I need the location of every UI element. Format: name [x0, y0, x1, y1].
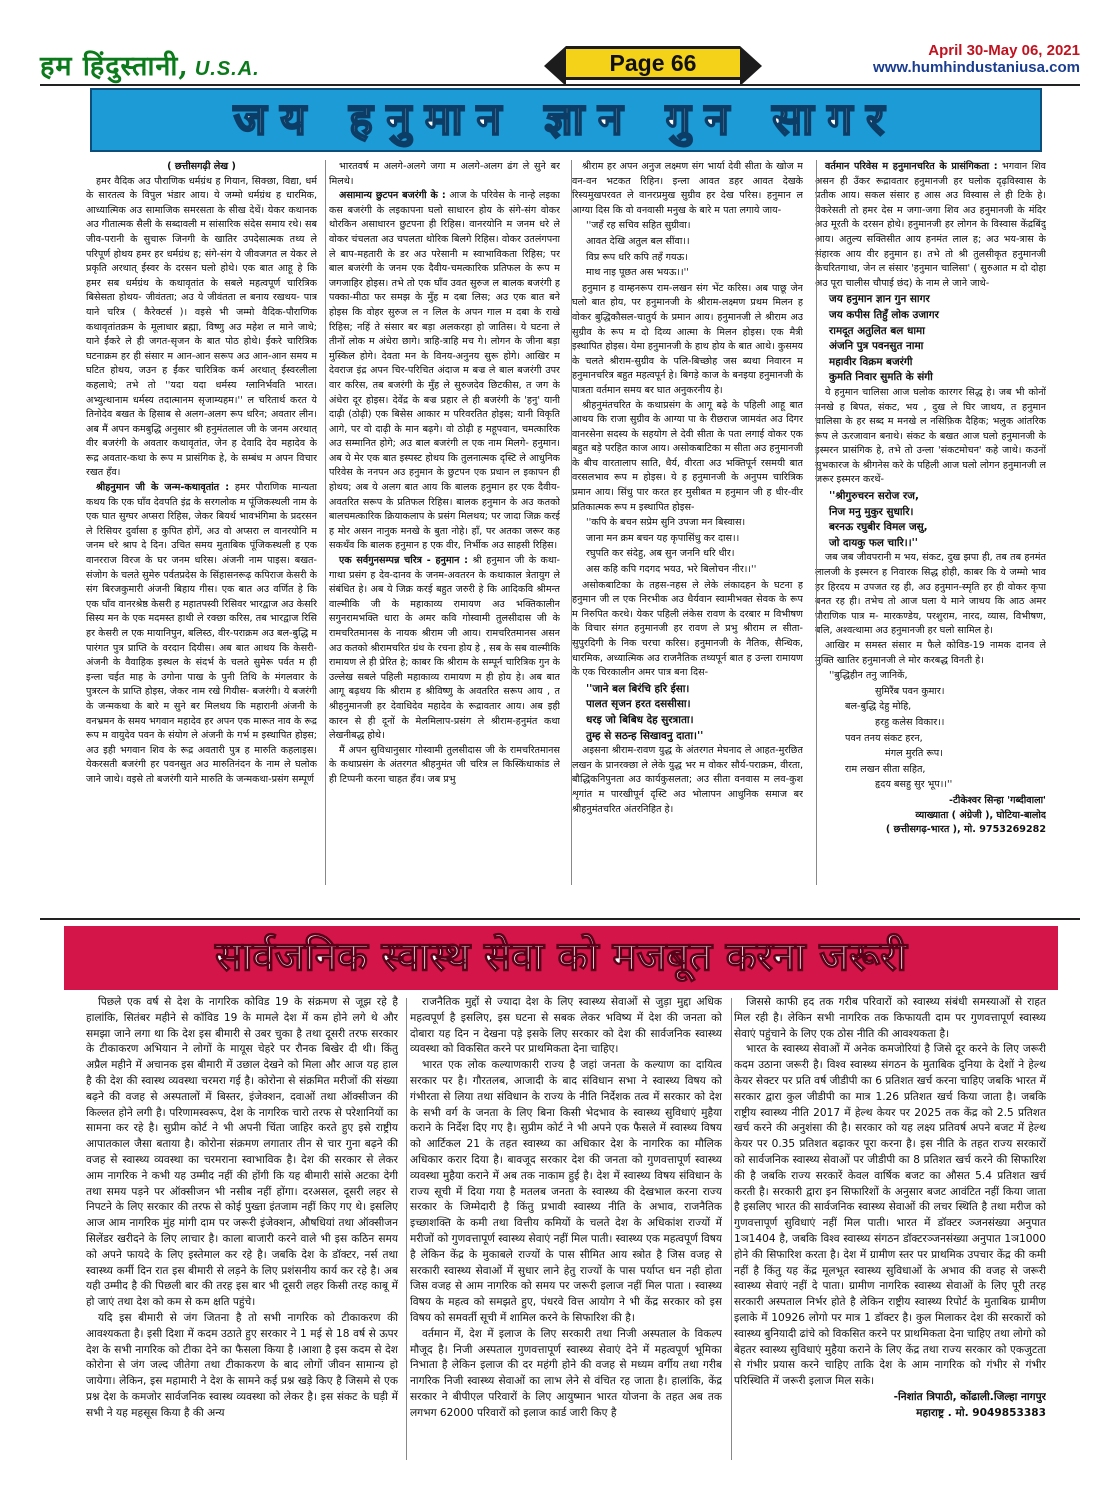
- section-rule: [40, 918, 1080, 920]
- verse-line: धरइ जो बिबिध देह सुरत्राता।: [586, 713, 694, 726]
- paragraph: भारत एक लोक कल्याणकारी राज्य है जहां जनता के कल्याण का दायित्व सरकार पर है। गौरतलब, आजादी के बाद संविधान सभा ने स्वास्थ्य विषय को गंभीरता से लिया तथा संविधान के राज्य के नीति निर्देशक तत्व में सरकार को देश के सभी वर्ग के जनता के लिए बिना किसी भेदभाव के स्वास्थ्य सुविधाएं मुहैया कराने के निर्देश दिए गए है। सुप्रीम कोर्ट ने भी अपने एक फैसले में स्वास्थ्य विषय को आर्टिकल 21 के तहत स्वास्थ्य का अधिकार देश के नागरिक का मौलिक अधिकार करार दिया है। बावजूद सरकार देश की जनता को गुणवत्तापूर्ण स्वास्थ्य व्यवस्था मुहैया कराने में अब तक नाकाम हुई है। देश में स्वास्थ्य विषय संविधान के राज्य सूची में दिया गया है मतलब जनता के स्वास्थ्य की देखभाल करना राज्य सरकार के जिम्मेदारी है किंतु प्रभावी स्वास्थ्य नीति के अभाव, राजनैतिक इच्छाशक्ति के कमी तथा वित्तीय कमियों के चलते देश के अधिकांश राज्यों में मरीजों को गुणवत्तापूर्ण स्वास्थ्य सेवाएं नहीं मिल पाती। स्वास्थ्य एक महत्वपूर्ण विषय है लेकिन केंद्र के मुकाबले राज्यों के पास सीमित आय स्त्रोत है जिस वजह से सरकारी स्वास्थ्य सेवाओं में सुधार लाने हेतु राज्यों के पास पर्याप्त धन नही होता जिस वजह से आम नागरिक को समय पर जरूरी इलाज नहीं मिल पाता । स्वास्थ्य विषय के महत्व को समझते हुए, पंधरवे वित्त आयोग ने भी केंद्र सरकार को इस विषय को समवर्ती सूची में शामिल करने के सिफारिश की है।: [410, 1059, 722, 1324]
- article-1-column-4: [815, 160, 1046, 885]
- author-designation: व्याख्याता ( अंग्रेजी ), घोटिया-बालोद: [915, 809, 1046, 821]
- author-name: -निशांत त्रिपाठी, कोंढाली.जिल्हा नागपुर: [893, 1390, 1046, 1403]
- headline-banner-1: [90, 88, 1042, 152]
- verse-line: महावीर विक्रम बजरंगी: [829, 355, 913, 368]
- paragraph: असोकबाटिका के तहस-नहस ले लेके लंकादहन के घटना ह हनुमान जी ल एक निरभीक अउ धैर्यवान स्वामीभक्त सेवक के रूप म निरुपित करथे। येकर पहिली लंकेस रावण के दरबार म विभीषण के विचार संगत हनुमानजी हर रावण ले प्रभु श्रीराम ल सीता-सुपुरदिगी के निक चरचा करिस। हनुमानजी के नैतिक, सैन्धिक, धारमिक, अध्यात्मिक अउ राजनैतिक तथ्यपूर्न बात ह उन्ला रामायण के एक चिरकालीन अमर पात्र बना दिस-: [572, 579, 803, 679]
- paragraph: [815, 160, 1046, 291]
- verse-line: ''श्रीगुरुचरन सरोज रज,: [829, 490, 919, 503]
- newspaper-name: हम हिंदुस्तानी,: [40, 51, 189, 82]
- column-divider: [406, 998, 407, 1460]
- masthead: [40, 42, 1080, 82]
- section-heading: एक सर्वगुनसम्पन्न चरित्र - हनुमान :: [339, 555, 469, 567]
- verse-line: जय हनुमान ज्ञान गुन सागर: [829, 293, 930, 306]
- article-2-column-2: [410, 995, 722, 1465]
- paragraph: आखिर म समस्त संसार म फैले कोविड-19 नामक दानव ले मुक्ति खातिर हनुमानजी ले मोर करबद्ध विनती हे।: [815, 640, 1046, 666]
- article-1-body: [86, 160, 1046, 885]
- article-1-column-2: [329, 160, 560, 885]
- verse-line: निज मनु मुकुर सुधारि।: [829, 505, 914, 518]
- paragraph: जिससे काफी हद तक गरीब परिवारों को स्वास्थ्य संबंधी समस्याओं से राहत मिल रही है। लेकिन सभी नागरिक तक किफायती दाम पर गुणवत्तापूर्ण स्वास्थ्य सेवाएं पहुंचाने के लिए एक ठोस नीति की आवश्यकता है।: [734, 996, 1046, 1040]
- article-1-column-1: [86, 160, 317, 885]
- issue-date: April 30-May 06, 2021: [928, 42, 1080, 59]
- column-divider: [731, 998, 732, 1460]
- issue-info: [873, 42, 1080, 76]
- paragraph: भारतवर्ष म अलगे-अलगे जगा म अलगे-अलग ढंग ले सुने बर मिलथे।: [329, 161, 560, 187]
- paragraph: मैं अपन सुविधानुसार गोस्वामी तुलसीदास जी के रामचरितमानस के कथाप्रसंग के अंतरगत श्रीहनुमंत जी चरित्र ल किस्किंधाकांड ले ही टिप्पनी करना चाहत हँव। जब प्रभु: [329, 744, 560, 785]
- author-contact: ( छत्तीसगढ़-भारत ), मो. 9753269282: [885, 824, 1046, 836]
- paragraph: श्रीहनुमंतचरित के कथाप्रसंग के आगू बढ़े के पहिली आहू बात आथय कि राजा सुग्रीव के आग्या पा के रीछराज जामवंत अउ दिगर वानरसेना सदस्य के सहयोग ले देवी सीता के पता लगाई वोकर एक बहुत बड़े परहित काज आय। असोकबाटिका म सीता अउ हनुमानजी के बीच वारतालाप साति, धैर्य, वीरता अउ भक्तिपूर्न रसमयी बात वरसलभाव रूप म होइस। ये ह हनुमानजी के अनुपम चारित्रिक प्रमान आय। सिंधु पार करत हर मुसीबत म हनुमान जी ह धीर-वीर प्रतिकात्मक रूप म इस्थापित होइस-: [572, 399, 803, 513]
- section-heading: वर्तमान परिवेस म हनुमानचरित के प्रासंगिकता :: [825, 161, 998, 172]
- newspaper-title: [40, 46, 260, 83]
- paragraph: श्रीराम हर अपन अनुज लक्ष्मण संग भार्या देवी सीता के खोज म वन-वन भटकत रिहिन। इन्ला आवत डहर आवत देखके रिस्यमुखपरवत ले वानरप्रमुख सुग्रीव हर देख परिस। हनुमान ल आग्या दिस कि वो वनवासी मनुख के बारे म पता लगाये जाय-: [572, 161, 803, 216]
- paragraph: जब जब जीवपरानी म भय, संकट, दुख झपा ही, तब तब हनमंत लालजी के इस्मरन ह निवारक सिद्ध होही, काबर कि ये जम्मो भाव हर हिरदय म उपजत रह ही, अउ हनुमान-स्मृति हर ही वोकर कृपा बनत रह ही। तभेच तो आज घला ये माने जाथय कि आठ अमर पौराणिक पात्र म- मारकण्डेय, परशुराम, नारद, व्यास, विभीषण, बलि, अश्वत्थामा अउ हनुमानजी हर घलो सामिल हे।: [815, 552, 1046, 637]
- paragraph: भारत के स्वास्थ्य सेवाओं में अनेक कमजोरियां है जिसे दूर करने के लिए जरूरी कदम उठाना जरूरी है। विश्व स्वास्थ्य संगठन के मुताबिक दुनिया के देशों ने हेल्थ केयर सेक्टर पर प्रति वर्ष जीडीपी का 6 प्रतिशत खर्च करना चाहिए जबकि भारत में सरकार द्वारा कुल जीडीपी का मात्र 1.26 प्रतिशत खर्च किया जाता है। जबकि राष्ट्रीय स्वास्थ्य नीति 2017 में हेल्थ केयर पर 2025 तक केंद्र को 2.5 प्रतिशत खर्च करने की अनुशंसा की है। सरकार को यह लक्ष्य प्रतिवर्ष अपने बजट में हेल्थ केयर पर 0.35 प्रतिशत बढ़ाकर पूरा करना है। इस नीति के तहत राज्य सरकारों को सार्वजनिक स्वास्थ्य सेवाओं पर जीडीपी का 8 प्रतिशत खर्च करने की सिफारिश की है जबकि राज्य सरकारें केवल वार्षिक बजट का औसत 5.4 प्रतिशत खर्च करती है। सरकारी द्वारा इन सिफारिशों के अनुसार बजट आवंटित नहीं किया जाता है इसलिए भारत की सार्वजनिक स्वास्थ्य सेवाओं की लचर स्थिति है तथा मरीज को गुणवत्तापूर्ण सुविधाएं नहीं मिल पाती। भारत में डॉक्टर ञ्जनसंख्या अनुपात 1ञ1404 है, जबकि विश्व स्वास्थ्य संगठन डॉक्टरञ्जनसंख्या अनुपात 1ञ1000 होने की सिफारिश करता है। देश में ग्रामीण स्तर पर प्राथमिक उपचार केंद्र की कमी नहीं है किंतु यह केंद्र मूलभूत स्वास्थ्य सुविधाओं के अभाव की वजह से जरूरी स्वास्थ्य सेवाएं नहीं दे पाता। ग्रामीण नागरिक स्वास्थ्य सेवाओं के लिए पूरी तरह सरकारी अस्पताल निर्भर होते है लेकिन राष्ट्रीय स्वास्थ्य रिपोर्ट के मुताबिक ग्रामीण इलाके में 10926 लोगो पर मात्र 1 डॉक्टर है। कुल मिलाकर देश की सरकारों को स्वास्थ्य बुनियादी ढांचे को विकसित करने पर प्राथमिकता देना चाहिए तथा लोगो को बेहतर स्वास्थ्य सुविधाएं मुहैया कराने के लिए केंद्र तथा राज्य सरकार को एकजुटता से गंभीर प्रयास करने चाहिए ताकि देश के आम नागरिक को गंभीर से गंभीर परिस्थिति में जरूरी इलाज मिल सके।: [734, 1043, 1046, 1388]
- headline-banner-2: [64, 926, 1058, 990]
- masthead-rule: [40, 84, 1080, 86]
- paragraph: राजनैतिक मुद्दों से ज्यादा देश के लिए स्वास्थ्य सेवाओं से जुड़ा मुद्दा अधिक महत्वपूर्ण है इसलिए, इस घटना से सबक लेकर भविष्य में देश की जनता को दोबारा यह दिन न देखना पड़े इसके लिए सरकार को देश की सार्वजनिक स्वास्थ्य व्यवस्था को विकसित करने पर प्राथमिकता देना चाहिए।: [410, 996, 722, 1056]
- verse-line: ''जहँ रह सचिव सहित सुग्रीवा।: [586, 220, 691, 232]
- verse-line: तुम्ह से सठन्ह सिखावनु दाता।'': [586, 729, 704, 742]
- paragraph: [86, 481, 317, 787]
- headline-1: जय हनुमान ज्ञान गुन सागर: [233, 94, 899, 145]
- verse-line: सुमिरैंब पवन कुमार।: [875, 685, 945, 697]
- verse-line: रामदूत अतुलित बल धामा: [829, 324, 925, 337]
- newspaper-region: U.S.A.: [194, 58, 260, 80]
- verse-line: ''जाने बल बिरंचि हरि ईसा।: [586, 682, 690, 695]
- paragraph: [329, 189, 560, 554]
- article-kicker: ( छत्तीसगढ़ी लेख ): [167, 161, 236, 172]
- paragraph-text: आज के परिवेस के नान्हे लइका कस बजरंगी के लइकापना घलो साधारन होय के संगे-संग वोकर थोरकिन असाधारन छुटपना ही रिहिस। वानरयोनि म जनम धरे ले वोकर चंचलता अउ चपलता थोरिक बिलगे रिहिस। वोकर उतलंगपना ले बाप-महतारी के डर अउ परेसानी म स्वाभाविकता रिहिस; पर बाल बजरंगी के जनम एक दैवीय-चमत्कारिक प्रतिफल के रूप म जगजाहिर होइस। तभे तो एक घाँव उवत सुरुज ल बालक बजरंगी ह पक्का-मीठा फर समझ के मुँह म दबा लिस; अउ एक बात बने होइस कि वोहर सुरुज ल न लिल के अपन गाल म दबा के राखे रिहिस; नहिं ते संसार बर बड़ा अलकरहा हो जातिस। ये घटना ले तीनों लोक म अंधेरा छागे। त्राहि-त्राहि मच गे। लोगन के जीना बड़ा मुस्किल होगे। देवता मन के विनय-अनुनय सुरू होगे। आखिर म देवराज इंद्र अपन चिर-परिचित अंदाज म बज्र ले बाल बजरंगी उपर वार करिस, तब बजरंगी के मुँह ले सुरुजदेव छिटकीस, त जग के अंधेरा दूर होइस। देवेंद्र के बज्र प्रहार ले ही बजरंगी के 'हनु' यानी दाढ़ी (ठोढ़ी) एक बिसेस आकार म परिवरतित होइस; यानी विकृति आगे, पर वो दाढ़ी के मान बढ़गे। वो ठोढ़ी ह महूपवान, चमत्कारिक अउ सम्मानित होगे; अउ बाल बजरंगी ल एक नाम मिलगे- हनुमान। अब ये मेर एक बात इस्पस्ट होथय कि तुलनात्मक दृस्टि ले आधुनिक परिवेस के ननपन अउ हनुमान के छुटपन एक प्रधान ल इकापन ही होथय; अब ये अलग बात आय कि बालक हनुमान हर एक दैवीय-अवतरित सरूप के प्रतिफल रिहिस। बालक हनुमान के अउ कतको बालचमत्कारिक क्रियाकलाप के प्रसंग मिलथय; पर जादा जिक्र करई ह मोर असन नानुक मनखे के बुता नोहे। हाँ, पर अतका जरूर कह सकथँव कि बालक हनुमान ह एक वीर, निर्भीक अउ साहसी रिहिस।: [329, 190, 560, 552]
- verse-line: माथ नाइ पूछत अस भयऊ।।'': [586, 267, 689, 279]
- verse-line: मंगल मुरति रूप।: [885, 748, 943, 760]
- verse-line: हृदय बसहु सुर भूप।।'': [875, 779, 953, 791]
- verse-line: कुमति निवार सुमति के संगी: [829, 371, 933, 384]
- section-heading: असामान्य छुटपन बजरंगी के :: [339, 190, 446, 202]
- page-number-box: [566, 46, 740, 80]
- verse-line: पवन तनय संकट हरन,: [845, 732, 923, 744]
- paragraph-text: भगवान शिव असन ही उँकर रूद्रावतार हनुमानजी हर घलोक दृढ़विस्वास के प्रतीक आय। सकल संसार ह आस अउ विस्वास ले ही टिके हे। येकरेसती तो हमर देस म जगा-जगा शिव अउ हनुमानजी के मंदिर अउ मूरती के दरसन होथे। हनुमानजी हर लोगन के विस्वास केंद्रबिंदु आय। अतुल्य सक्तिसीत आय हनमंत लाल ह; अउ भय-त्रास के संहारक आय वीर हनुमान ह। तभे तो श्री तुलसीकृत हनुमानजी केचरितगाथा, जेन ल संसार 'हनुमान चालिसा' ( सुरुआत म दो दोहा अउ पूरा चालीस चौपाई छंद) के नाम ले जाने जाथे-: [815, 161, 1046, 289]
- website-url[interactable]: www.humhindustaniusa.com: [873, 59, 1080, 76]
- verse-line: विप्र रूप धरि कपि तहँ गयऊ।: [586, 251, 688, 263]
- column-divider: [325, 160, 326, 885]
- verse-line: राम लखन सीता सहित,: [845, 763, 926, 775]
- article-1-column-3: [572, 160, 803, 885]
- section-heading: श्रीहनुमान जी के जन्म-कथावृतांत :: [96, 482, 230, 494]
- article-2-body: [86, 995, 1046, 1465]
- verse-line: ''कपि के बचन सप्रेम सुनि उपजा मन बिस्वास।: [586, 517, 746, 529]
- paragraph: हनुमान ह वाम्हनरूप राम-लखन संग भेंट करिस। अब पाछू जेन घलो बात होय, पर हनुमानजी के श्रीराम-लक्ष्मण प्रथम मिलन ह वोकर बुद्धिकौसल-चातुर्य के प्रमान आय। हनुमानजी ले श्रीराम अउ सुग्रीव के रूप म दो दिव्य आत्मा के मिलन होइस। एक मैत्री इस्थापित होइस। येमा हनुमानजी के हाथ होय के बात आथे। कुसमय के चलते श्रीराम-सुग्रीव के पलि-बिच्छोह जस ब्यथा निवारन म हनुमानचरित्र बहुत महत्वपूर्न हे। बिगड़े काज के बनइया हनुमानजी के पात्रता वर्तमान समय बर घात अनुकरनीय हे।: [572, 282, 803, 396]
- article-2-column-3: [734, 995, 1046, 1465]
- verse-line: जय कपीस तिहुँ लोक उजागर: [829, 308, 939, 321]
- verse-line: अस कहि कपि गदगद भयउ, भरे बिलोचन नीर।।'': [586, 564, 757, 576]
- verse-line: आवत देखि अतुल बल सींवा।।: [586, 235, 690, 247]
- verse-line: हरहु कलेस विकार।।: [875, 716, 945, 728]
- article-2-column-1: [86, 995, 398, 1465]
- headline-2: सार्वजनिक स्वास्थ सेवा को मजबूत करना जरूरी: [215, 934, 907, 980]
- paragraph-text: हमर पौराणिक मान्यता कथय कि एक घाँव देवपति इंद्र के सरगलोक म पूंजिकस्थली नाम के एक घात सुग्घर अप्सरा रिहिस, जेकर बियर्थ भावभंगिमा के प्रदरसन ले रिसियर दुर्वासा ह कुपित होगें, अउ वो अप्सरा ल वानरयोनि म जनम धरे श्राप दे दिन। उचित समय मुताबिक पूंजिकस्थली ह एक वानरराज विरज के घर जनम धरिस। अंजनी नाम पाइस। बखत-संजोग के चलते सुमेरु पर्वतप्रदेस के सिंहासनरूढ़ कपिराज केसरी के संग बिरजकुमारी अंजनी बिहाय गीस। एक बात अउ वर्णित हे कि एक घाँव वानरश्रेष्ठ केसरी ह महातपस्वी रिसिवर भारद्वाज अउ केसरि सिस्य मन के एक मदमस्त हाथी ले रक्छा करिस, तब भारद्वाज रिसि हर केसरी ल एक मायानिपुन, बलिस्ठ, वीर-पराक्रम अउ बल-बुद्धि म पारंगत पुत्र प्राप्ति के वरदान दियीस। अब बात आथय कि केसरी-अंजनी के वैवाहिक इस्थल के संदर्भ के चलते सुमेरू पर्वत म ही इन्ला चईत माह के उगोना पाख के पुनी तिथि के मंगलवार के पुत्ररत्न के प्राप्ति होइस, जेकर नाम रखे गियीस- बजरंगी। ये बजरंगी के जन्मकथा के बारे म सुने बर मिलथय कि महारानी अंजनी के वनभ्रमन के समय भगवान महादेव हर अपन एक मारूत नाव के रूद्र रूप म वायुदेव पवन के संयोग ले अंजनी के गर्भ म इस्थापित होइस; अउ इही भगवान शिव के रूद्र अवतारी पुत्र ह मारुति कहलाइस। येकरसती बजरंगी हर पवनसुत अउ मारुतिनंदन के नाम ले घलोक जाने जाथे। वइसे तो बजरंगी याने मारुति के जन्मकथा-प्रसंग सम्पूर्ण: [86, 482, 317, 785]
- paragraph: वर्तमान में, देश में इलाज के लिए सरकारी तथा निजी अस्पताल के विकल्प मौजूद है। निजी अस्पताल गुणवत्तापूर्ण स्वास्थ्य सेवाएं देने में महत्वपूर्ण भूमिका निभाता है लेकिन इलाज की दर महंगी होने की वजह से मध्यम वर्गीय तथा गरीब नागरिक निजी स्वास्थ्य सेवाओं का लाभ लेने से वंचित रह जाता है। हालांकि, केंद्र सरकार ने बीपीएल परिवारों के लिए आयुष्मान भारत योजना के तहत अब तक लगभग 62000 परिवारों को इलाज कार्ड जारी किए है: [410, 1327, 722, 1419]
- verse-line: ''बुद्धिहीन तनु जानिकें,: [829, 670, 908, 682]
- column-divider: [816, 160, 817, 885]
- verse-line: बल-बुद्धि देहु मोहि,: [845, 701, 912, 713]
- verse-line: पालत सृजन हरत दससीसा।: [586, 698, 691, 711]
- paragraph: पिछले एक वर्ष से देश के नागरिक कोविड 19 के संक्रमण से जूझ रहे है हालांकि, सितंबर महीने से कॉविड 19 के मामले देश में कम होने लगे थे और समझा जाने लगा था कि देश इस बीमारी से उबर चुका है तथा दूसरी तरफ सरकार के टीकाकरण अभियान ने लोगों के मायूस चेहरे पर रौनक बिखेर दी थी। किंतु अप्रैल महीने में अचानक इस बीमारी में उछाल देखने को मिला और आज यह हाल है की देश की स्वास्थ व्यवस्था चरमरा गई है। कोरोना से संक्रमित मरीजों की संख्या बढ़ने की वजह से अस्पतालों में बिस्तर, इंजेक्शन, दवाओं तथा ऑक्सीजन की किल्लत होने लगी है। परिणामस्वरूप, देश के नागरिक चारो तरफ से परेशानियों का सामना कर रहे है। सुप्रीम कोर्ट ने भी अपनी चिंता जाहिर करते हुए इसे राष्ट्रीय आपातकाल जैसा बताया है। कोरोना संक्रमण लगातार तीन से चार गुना बढ़ने की वजह से स्वास्थ्य व्यवस्था का चरमराना स्वाभाविक है। देश की सरकार से लेकर आम नागरिक ने कभी यह उम्मीद नहीं की होंगी कि यह बीमारी सांसे अटका देगी तथा समय पड़ने पर ऑक्सीजन भी नसीब नहीं होंगा। दरअसल, दूसरी लहर से निपटने के लिए सरकार की तरफ से कोई पुख्ता इंतजाम नहीं किए गए थे। इसलिए आज आम नागरिक मुंह मांगी दाम पर जरूरी इंजेक्शन, औषधियां तथा ऑक्सीजन सिलेंडर खरीदने के लिए लाचार है। काला बाजारी करने वाले भी इस कठिन समय को अपने फायदे के लिए इस्तेमाल कर रहे है। जबकि देश के डॉक्टर, नर्स तथा स्वास्थ्य कर्मी दिन रात इस बीमारी से लड़ने के लिए प्रशंसनीय कार्य कर रहे है। अब यही उम्मीद है की पिछली बार की तरह इस बार भी दूसरी लहर किसी तरह काबू में हो जाएं तथा देश को कम से कम क्षति पहुंचे।: [86, 996, 398, 1309]
- verse-line: जो दायकु फल चारि।।'': [829, 536, 918, 549]
- verse-line: बरनऊ रघुबीर विमल जसु,: [829, 521, 928, 534]
- page-number: Page 66: [609, 50, 697, 76]
- paragraph-text: श्री हनुमान जी के कथा-गाथा प्रसंग ह देव-दानव के जनम-अवतरन के कथाकाल त्रेतायुग ले संबंधित हे। अब ये जिक्र करई बहुत जरुरी हे कि आदिकवि श्रीमन्त वाल्मीकि जी के महाकाव्य रामायण अउ भक्तिकालीन सगुनरामभक्ति धारा के अमर कवि गोस्वामी तुलसीदास जी के रामचरितमानस के नायक श्रीराम जी आय। रामचरितमानस असन अउ कतको श्रीरामचरित ग्रंथ के रचना होय हे , सब के सब वाल्मीकि रामायण ले ही प्रेरित हे; काबर कि श्रीराम के सम्पूर्न चारित्रिक गुन के उल्लेख सबले पहिली महाकाव्य रामायण म ही होय हे। अब बात आगू बढ़थय कि श्रीराम ह श्रीविष्णु के अवतरित सरूप आय , त श्रीहनुमानजी हर देवाधिदेव महादेव के रूद्रावतार आय। अब इही कारन से ही दूनों के मेलमिलाप-प्रसंग ले श्रीराम-हनुमंत कथा लेखनीबद्ध होथे।: [329, 555, 560, 742]
- paragraph: ये हनुमान चालिसा आज घलोक कारगर सिद्ध हे। जब भी कोनों मनखे ह बिपत, संकट, भय , दुख ले घिर जाथय, त हनुमान चालिसा के हर सब्द म मनखे ल नसिफ़िक दैहिक; भलुक आंतरिक रूप ले ऊरजावान बनाथे। संकट के बखत आज घलो हनुमानजी के इस्मरन प्रासंगिक हे, तभे तो उन्ला 'संकटमोचन' कहे जाथे। कउनों सुभकारज के श्रीगनेस करे के पहिली आज घलो लोगन हनुमानजी ल जरूर इस्मरन करथें-: [815, 386, 1046, 486]
- verse-line: जाना मन क्रम बचन यह कृपासिंधु कर दास।।: [586, 532, 740, 544]
- author-name: -टीकेश्वर सिन्हा 'गब्दीवाला': [949, 794, 1046, 806]
- paragraph: अइसना श्रीराम-रावण युद्ध के अंतरगत मेघनाद ले आहत-मुरछित लखन के प्रानरक्छा ले लेके युद्ध भर म वोकर सौर्य-पराक्रम, वीरता, बौद्धिकनिपुनता अउ कार्यकुसलता; अउ सीता वनवास म लव-कुश शृगांत म पारखीपूर्न दृस्टि अउ भोलापन आधुनिक समाज बर श्रीहनुमंतचरित अंतरनिहित हे।: [572, 745, 803, 815]
- paragraph: यदि इस बीमारी से जंग जितना है तो सभी नागरिक को टीकाकरण की आवश्यकता है। इसी दिशा में कदम उठाते हुए सरकार ने 1 मई से 18 वर्ष से ऊपर देश के सभी नागरिक को टीका देने का फैसला किया है ।आशा है इस कदम से देश कोरोना से जंग जल्द जीतेगा तथा टीकाकरण के बाद लोगों जीवन सामान्य हो जायेगा। लेकिन, इस महामारी ने देश के सामने कई प्रश्न खड़े किए है जिसमे से एक प्रश्न देश के कमजोर सार्वजनिक स्वास्थ व्यवस्था को लेकर है। इस संकट के घड़ी में सभी ने यह महसूस किया है की अन्य: [86, 1311, 398, 1419]
- paragraph: [329, 554, 560, 744]
- paragraph: हमर वैदिक अउ पौराणिक धर्मग्रंथ ह गियान, सिक्छा, विद्या, धर्म के सारतत्व के विपुल भंडार आय। ये जम्मो धर्मग्रंथ ह धारमिक, आध्यात्मिक अउ सामाजिक समरसता के सीख देथें। येकर कथानक अउ गीतात्मक सैली के सब्दावली म सांसारिक संदेस समाय रथे। सब जीव-परानी के सुचारू जिनगी के खातिर उपदेसात्मक तथ्य ले परिपूर्ण होथय हमर हर धर्मग्रंथ ह; संगे-संग ये जीवजगत ल येकर ले प्रकृति अरथात् ईस्वर के दरसन घलो होथे। एक बात आहू हे कि हमर सब धर्मग्रंथ के कथावृतांत के सबले महत्वपूर्ण चारित्रिक बिसेसता होथय- जीवंतता; अउ ये जीवंतता ल बनाय रखथय- पात्र याने चरित्र ( कैरेक्टर्स )। वइसे भी जम्मो वैदिक-पौराणिक कथावृतांतक्रम के मूलाधार ब्रह्मा, विष्णु अउ महेश ल माने जाथे; याने ईंकरे ले ही जगत-सृजन के बात पोठ होथे। ईंकरे चारित्रिक घटनाक्रम हर ही संसार म आन-आन सरूप अउ आन-आन समय म घटित होथय, जउन ह ईंकर चारित्रिक कर्म अरथात् ईस्वरलीला कहलाथे; तभे तो ''यदा यदा धर्मस्य ग्लानिर्भवति भारत। अभ्युत्थानाम धर्मस्य तदात्मानम सृजाम्यहम।'' ल चरितार्थ करत ये तिनोदेव बखत के हिसाब से अलग-अलग रूप धरिन; अवतार लीन। अब मैं अपन कमबुद्धि अनुसार श्री हनुमंतलाल जी के जनम अरथात् वीर बजरंगी के अवतार कथावृतांत, जेन ह देवादि देव महादेव के रूद्र अवतार-कथा के रूप म प्रासंगिक हे, के सम्बंध म अपन विचार रखत हँव।: [86, 175, 317, 479]
- verse-line: अंजनि पुत्र पवनसुत नामा: [829, 340, 924, 353]
- column-divider: [571, 160, 572, 885]
- verse-line: रघुपति कर संदेहु, अब सुन जननि धरि धीर।: [586, 548, 735, 560]
- author-contact: महाराष्ट्र . मो. 9049853383: [916, 1406, 1046, 1419]
